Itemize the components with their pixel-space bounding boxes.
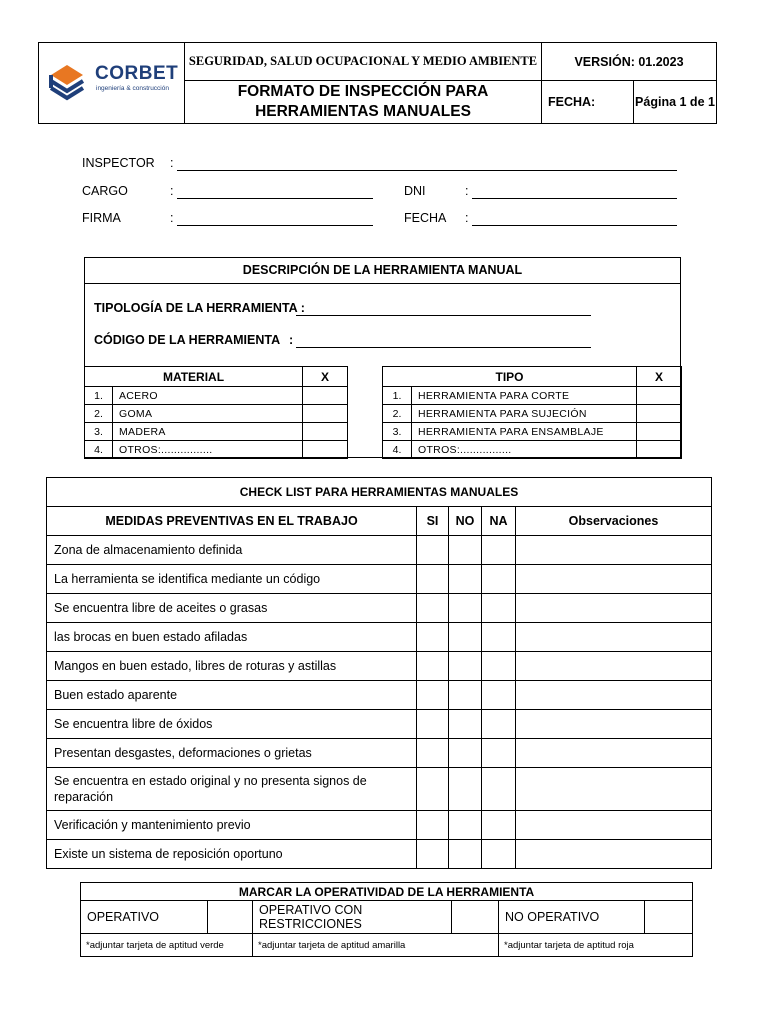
material-number: 1. <box>85 387 113 405</box>
tipo-number: 2. <box>383 405 412 423</box>
firma-field[interactable] <box>177 211 373 226</box>
tipo-label: OTROS:................ <box>412 441 637 459</box>
checklist-item-label: las brocas en buen estado afiladas <box>47 623 417 652</box>
na-checkbox[interactable] <box>482 536 516 565</box>
checklist-item-label: Buen estado aparente <box>47 681 417 710</box>
na-checkbox[interactable] <box>482 710 516 739</box>
checklist-row <box>47 739 712 768</box>
na-checkbox[interactable] <box>482 652 516 681</box>
inspector-label: INSPECTOR <box>82 156 155 170</box>
checklist-item-label: Mangos en buen estado, libres de roturas y astillas <box>47 652 417 681</box>
colon: : <box>465 184 469 198</box>
fecha-label: FECHA <box>404 211 447 225</box>
no-operativo-checkbox[interactable] <box>645 901 693 934</box>
observations-field[interactable] <box>516 811 712 840</box>
material-number: 4. <box>85 441 113 459</box>
observations-field[interactable] <box>516 652 712 681</box>
tipologia-label: TIPOLOGÍA DE LA HERRAMIENTA : <box>94 301 305 315</box>
checklist-row <box>47 710 712 739</box>
codigo-field[interactable] <box>296 333 591 348</box>
company-logo <box>39 43 185 124</box>
checklist-row <box>47 768 712 811</box>
si-checkbox[interactable] <box>417 652 449 681</box>
corbet-logo-icon <box>47 57 89 103</box>
si-checkbox[interactable] <box>417 768 449 811</box>
colon: : <box>289 333 294 347</box>
no-checkbox[interactable] <box>449 594 482 623</box>
observations-field[interactable] <box>516 623 712 652</box>
tipo-row <box>383 423 682 441</box>
na-column-header: NA <box>482 507 516 536</box>
material-mark-cell[interactable] <box>303 423 348 441</box>
material-label: OTROS:................ <box>113 441 303 459</box>
material-table <box>84 366 348 459</box>
material-mark-cell[interactable] <box>303 405 348 423</box>
checklist-row <box>47 623 712 652</box>
tipo-mark-cell[interactable] <box>637 387 682 405</box>
na-checkbox[interactable] <box>482 565 516 594</box>
si-checkbox[interactable] <box>417 565 449 594</box>
si-checkbox[interactable] <box>417 623 449 652</box>
operativo-label: OPERATIVO <box>81 901 208 934</box>
checklist-item-label: Verificación y mantenimiento previo <box>47 811 417 840</box>
dni-field[interactable] <box>472 184 677 199</box>
colon: : <box>170 211 174 225</box>
codigo-label: CÓDIGO DE LA HERRAMIENTA <box>94 333 281 347</box>
tipo-label: HERRAMIENTA PARA CORTE <box>412 387 637 405</box>
si-checkbox[interactable] <box>417 536 449 565</box>
si-checkbox[interactable] <box>417 811 449 840</box>
material-row <box>85 387 348 405</box>
inspector-field[interactable] <box>177 156 677 171</box>
no-checkbox[interactable] <box>449 536 482 565</box>
checklist-row <box>47 536 712 565</box>
operativity-table <box>80 882 693 957</box>
material-row <box>85 423 348 441</box>
tipo-number: 1. <box>383 387 412 405</box>
checklist-title: CHECK LIST PARA HERRAMIENTAS MANUALES <box>47 478 712 507</box>
tool-description-section <box>84 257 681 458</box>
checklist-item-label: Presentan desgastes, deformaciones o grietas <box>47 739 417 768</box>
firma-label: FIRMA <box>82 211 121 225</box>
na-checkbox[interactable] <box>482 623 516 652</box>
no-checkbox[interactable] <box>449 768 482 811</box>
tipo-mark-cell[interactable] <box>637 423 682 441</box>
si-checkbox[interactable] <box>417 739 449 768</box>
header-date-label: FECHA: <box>542 81 634 124</box>
checklist-item-label: La herramienta se identifica mediante un código <box>47 565 417 594</box>
company-name: CORBET <box>95 63 179 84</box>
si-column-header: SI <box>417 507 449 536</box>
no-operativo-label: NO OPERATIVO <box>499 901 645 934</box>
dni-label: DNI <box>404 184 426 198</box>
checklist-item-label: Se encuentra libre de óxidos <box>47 710 417 739</box>
colon: : <box>170 184 174 198</box>
material-header: MATERIAL <box>85 367 303 387</box>
cargo-field[interactable] <box>177 184 373 199</box>
na-checkbox[interactable] <box>482 840 516 869</box>
si-checkbox[interactable] <box>417 710 449 739</box>
na-checkbox[interactable] <box>482 811 516 840</box>
material-row <box>85 405 348 423</box>
mark-header: X <box>637 367 682 387</box>
section-title: DESCRIPCIÓN DE LA HERRAMIENTA MANUAL <box>85 258 680 284</box>
observations-field[interactable] <box>516 710 712 739</box>
tipo-mark-cell[interactable] <box>637 405 682 423</box>
checklist-row <box>47 811 712 840</box>
si-checkbox[interactable] <box>417 594 449 623</box>
observations-column-header: Observaciones <box>516 507 712 536</box>
colon: : <box>465 211 469 225</box>
checklist-row <box>47 652 712 681</box>
no-checkbox[interactable] <box>449 811 482 840</box>
material-mark-cell[interactable] <box>303 387 348 405</box>
material-label: ACERO <box>113 387 303 405</box>
cargo-label: CARGO <box>82 184 128 198</box>
material-number: 3. <box>85 423 113 441</box>
checklist-row <box>47 594 712 623</box>
page-number: Página 1 de 1 <box>634 81 717 124</box>
green-card-note: *adjuntar tarjeta de aptitud verde <box>81 934 253 957</box>
observations-field[interactable] <box>516 536 712 565</box>
checklist-row <box>47 840 712 869</box>
measures-column-header: MEDIDAS PREVENTIVAS EN EL TRABAJO <box>47 507 417 536</box>
tipo-label: HERRAMIENTA PARA SUJECIÓN <box>412 405 637 423</box>
na-checkbox[interactable] <box>482 681 516 710</box>
tipo-label: HERRAMIENTA PARA ENSAMBLAJE <box>412 423 637 441</box>
restricciones-label: OPERATIVO CON RESTRICCIONES <box>253 901 452 934</box>
no-checkbox[interactable] <box>449 623 482 652</box>
operativity-title: MARCAR LA OPERATIVIDAD DE LA HERRAMIENTA <box>81 883 693 901</box>
observations-field[interactable] <box>516 565 712 594</box>
checklist-item-label: Zona de almacenamiento definida <box>47 536 417 565</box>
tipo-number: 3. <box>383 423 412 441</box>
na-checkbox[interactable] <box>482 739 516 768</box>
colon: : <box>170 156 174 170</box>
no-checkbox[interactable] <box>449 652 482 681</box>
checklist-row <box>47 565 712 594</box>
no-checkbox[interactable] <box>449 840 482 869</box>
tipo-header: TIPO <box>383 367 637 387</box>
tipo-number: 4. <box>383 441 412 459</box>
observations-field[interactable] <box>516 594 712 623</box>
tipo-row <box>383 387 682 405</box>
material-row <box>85 441 348 459</box>
document-title: FORMATO DE INSPECCIÓN PARA HERRAMIENTAS MANUALES <box>185 81 542 124</box>
na-checkbox[interactable] <box>482 768 516 811</box>
fecha-field[interactable] <box>472 211 677 226</box>
red-card-note: *adjuntar tarjeta de aptitud roja <box>499 934 693 957</box>
checklist-item-label: Se encuentra libre de aceites o grasas <box>47 594 417 623</box>
observations-field[interactable] <box>516 681 712 710</box>
si-checkbox[interactable] <box>417 681 449 710</box>
no-checkbox[interactable] <box>449 681 482 710</box>
no-column-header: NO <box>449 507 482 536</box>
org-line: SEGURIDAD, SALUD OCUPACIONAL Y MEDIO AMBIENTE <box>185 43 542 81</box>
company-subtitle: ingeniería & construcción <box>96 85 169 92</box>
operativo-checkbox[interactable] <box>208 901 253 934</box>
material-label: GOMA <box>113 405 303 423</box>
na-checkbox[interactable] <box>482 594 516 623</box>
tipo-row <box>383 405 682 423</box>
tipologia-field[interactable] <box>296 301 591 316</box>
tipo-mark-cell[interactable] <box>637 441 682 459</box>
observations-field[interactable] <box>516 739 712 768</box>
observations-field[interactable] <box>516 768 712 811</box>
checklist-table <box>46 477 712 869</box>
material-number: 2. <box>85 405 113 423</box>
tipo-row <box>383 441 682 459</box>
si-checkbox[interactable] <box>417 840 449 869</box>
material-mark-cell[interactable] <box>303 441 348 459</box>
yellow-card-note: *adjuntar tarjeta de aptitud amarilla <box>253 934 499 957</box>
version-label: VERSIÓN: 01.2023 <box>542 43 717 81</box>
checklist-row <box>47 681 712 710</box>
checklist-item-label: Existe un sistema de reposición oportuno <box>47 840 417 869</box>
mark-header: X <box>303 367 348 387</box>
restricciones-checkbox[interactable] <box>452 901 499 934</box>
observations-field[interactable] <box>516 840 712 869</box>
no-checkbox[interactable] <box>449 565 482 594</box>
form-header <box>38 42 717 124</box>
tipo-table <box>382 366 682 459</box>
checklist-item-label: Se encuentra en estado original y no presenta signos de reparación <box>47 768 417 811</box>
no-checkbox[interactable] <box>449 710 482 739</box>
material-label: MADERA <box>113 423 303 441</box>
no-checkbox[interactable] <box>449 739 482 768</box>
